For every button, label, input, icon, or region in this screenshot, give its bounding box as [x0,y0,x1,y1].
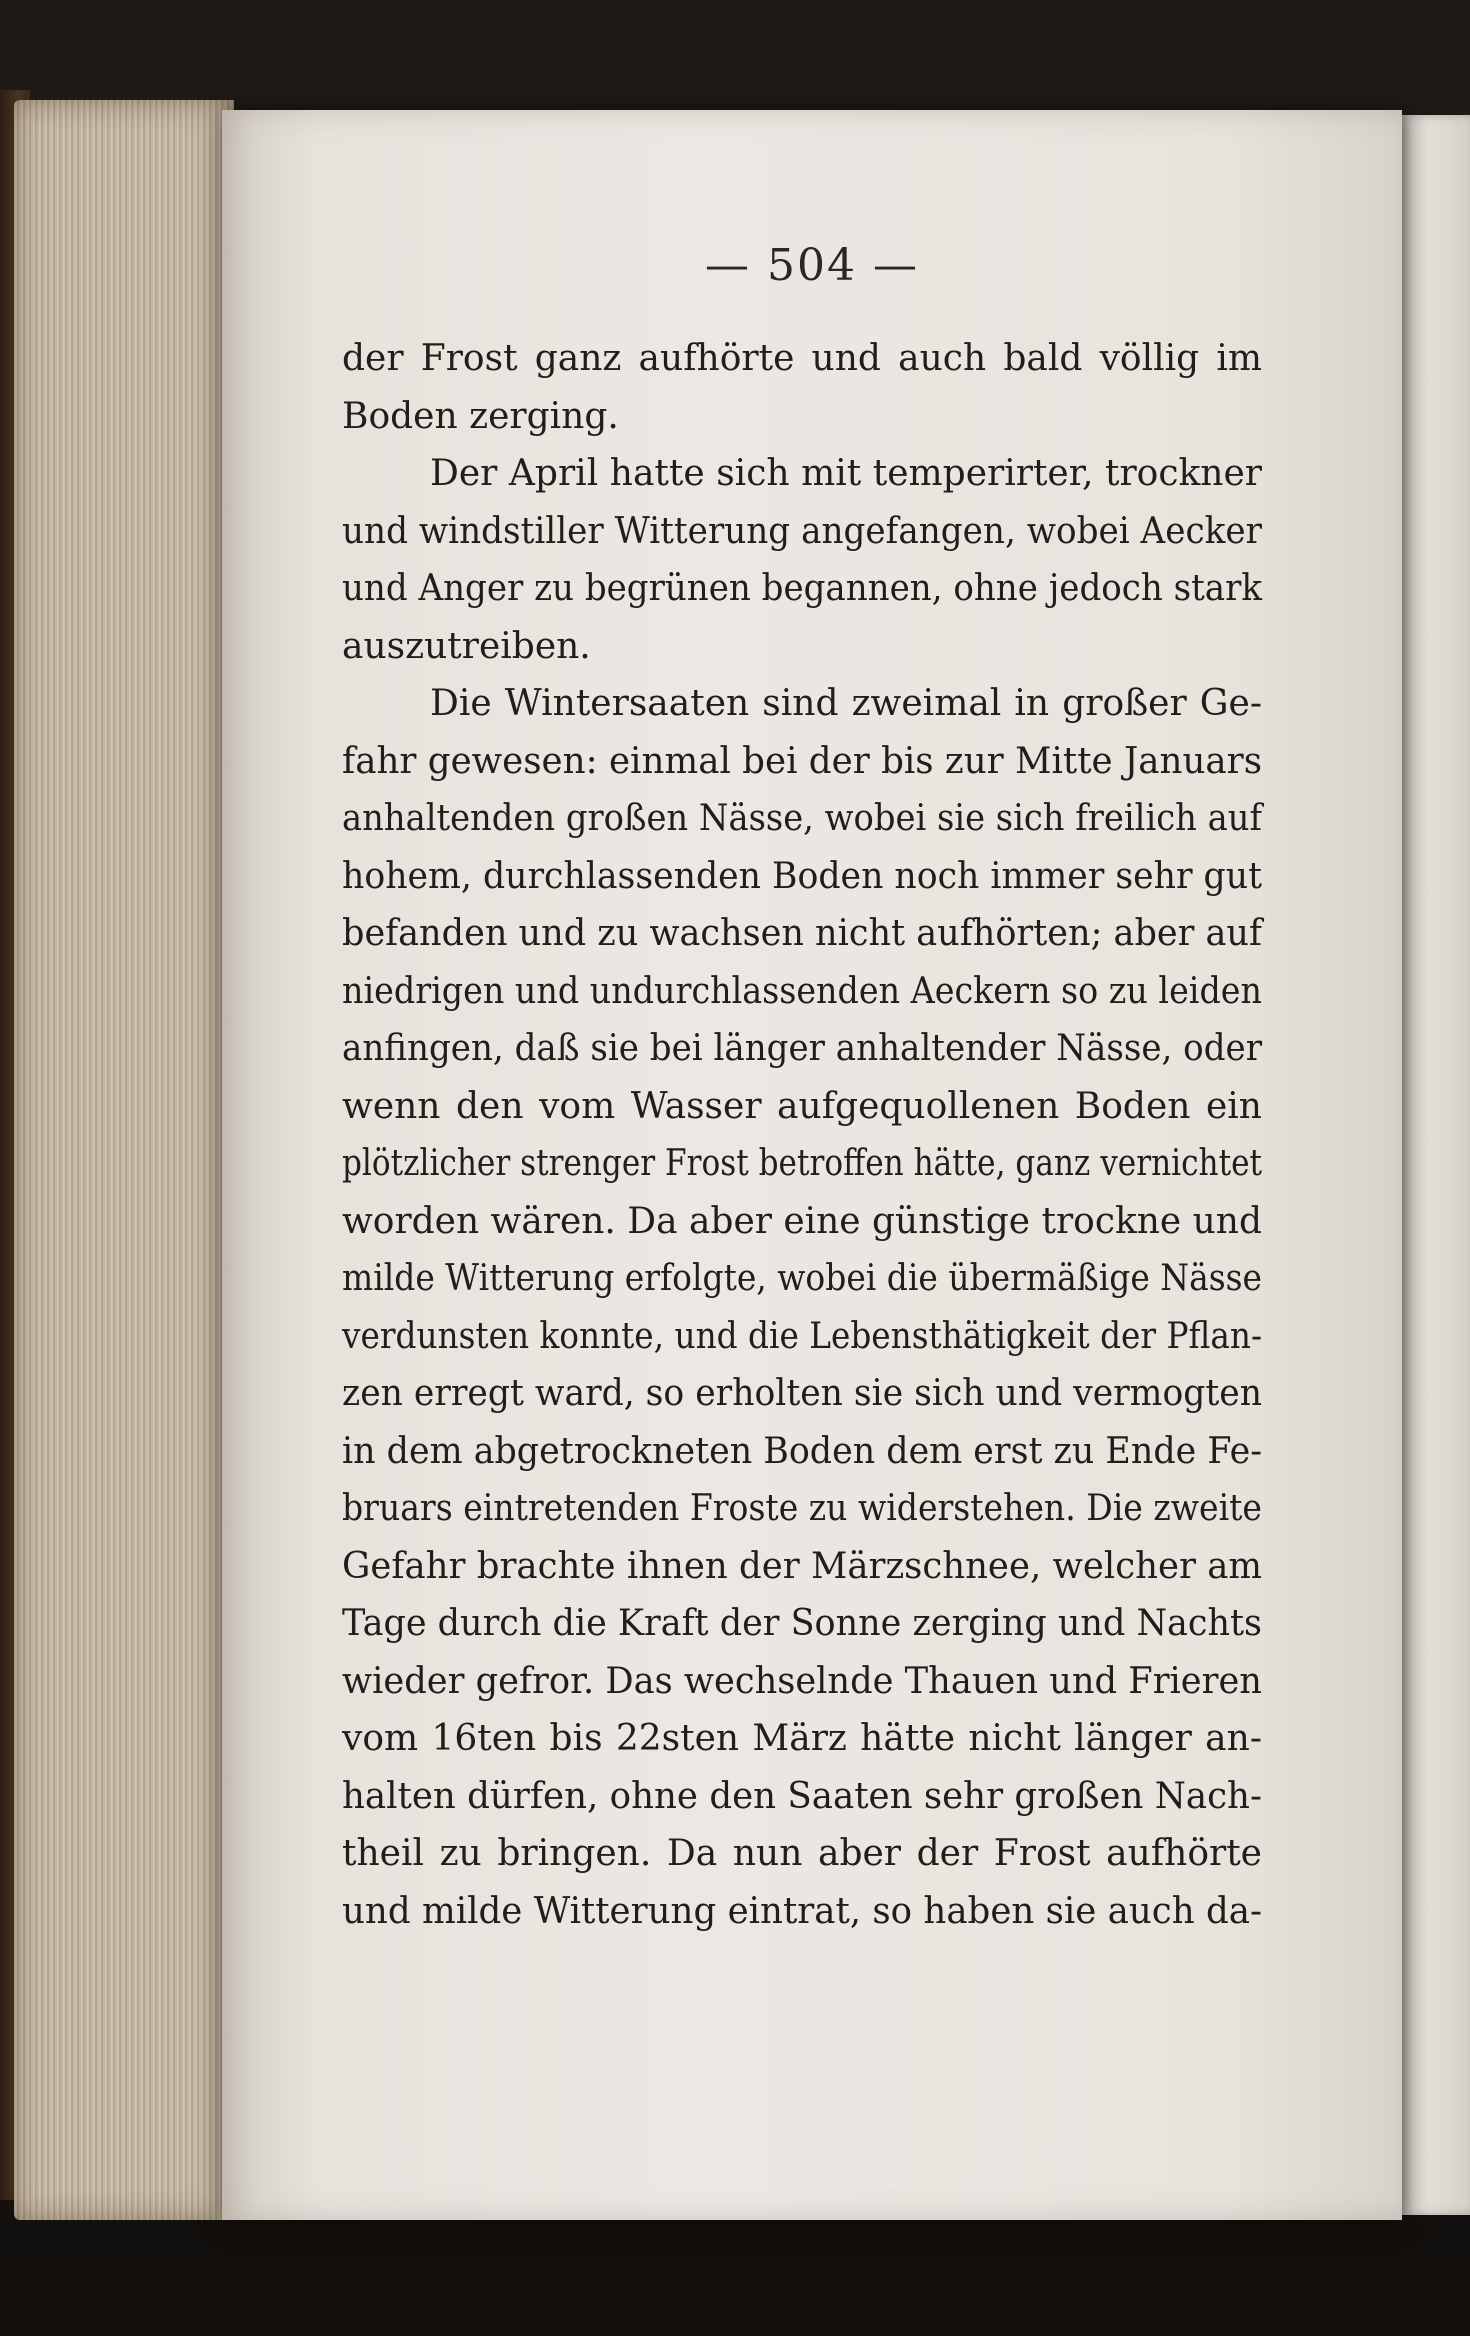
text-line: bruars eintretenden Froste zu widerstehen. Die zweite [342,1488,1262,1529]
text-line: der Frost ganz aufhörte und auch bald völlig im [342,338,1262,379]
text-line: niedrigen und undurchlassenden Aeckern so zu leiden [342,970,1262,1012]
text-line: milde Witterung erfolgte, wobei die übermäßige Nässe [342,1258,1262,1299]
book-page [222,110,1402,2220]
page-number: — 504 — [705,240,919,291]
text-line: und Anger zu begrünen begannen, ohne jedoch stark [342,568,1262,609]
text-line: in dem abgetrockneten Boden dem erst zu Ende Fe- [342,1430,1262,1472]
text-line: anfingen, daß sie bei länger anhaltender Nässe, oder [342,1028,1262,1069]
text-line: wieder gefror. Das wechselnde Thauen und Frieren [342,1660,1262,1702]
text-line: worden wären. Da aber eine günstige trockne und [342,1200,1262,1242]
text-line: und windstiller Witterung angefangen, wobei Aecker [342,510,1262,552]
text-line: und milde Witterung eintrat, so haben sie auch da- [342,1890,1262,1932]
text-line: theil zu bringen. Da nun aber der Frost aufhörte [342,1833,1262,1874]
text-line: anhaltenden großen Nässe, wobei sie sich freilich auf [342,798,1262,839]
text-line: Boden zerging. [342,395,619,437]
text-line: Die Wintersaaten sind zweimal in großer Ge- [430,683,1262,724]
text-line: zen erregt ward, so erholten sie sich und vermogten [342,1373,1262,1414]
text-line: auszutreiben. [342,625,591,667]
text-line: Gefahr brachte ihnen der Märzschnee, welcher am [342,1545,1262,1587]
text-line: wenn den vom Wasser aufgequollenen Boden ein [342,1085,1262,1127]
text-line: fahr gewesen: einmal bei der bis zur Mitte Januars [342,740,1262,782]
page-edges [14,100,234,2220]
text-line: hohem, durchlassenden Boden noch immer sehr gut [342,855,1262,897]
text-line: befanden und zu wachsen nicht aufhörten; aber auf [342,913,1262,954]
text-line: vom 16ten bis 22sten März hätte nicht länger an- [342,1718,1262,1759]
text-line: plötzlicher strenger Frost betroffen hätte, ganz vernichtet [342,1143,1262,1184]
text-line: Der April hatte sich mit temperirter, trockner [430,453,1262,494]
body-text [342,330,1470,1940]
text-line: verdunsten konnte, und die Lebensthätigkeit der Pflan- [342,1315,1262,1357]
text-line: halten dürfen, ohne den Saaten sehr großen Nach- [342,1775,1262,1817]
text-line: Tage durch die Kraft der Sonne zerging und Nachts [342,1603,1262,1644]
